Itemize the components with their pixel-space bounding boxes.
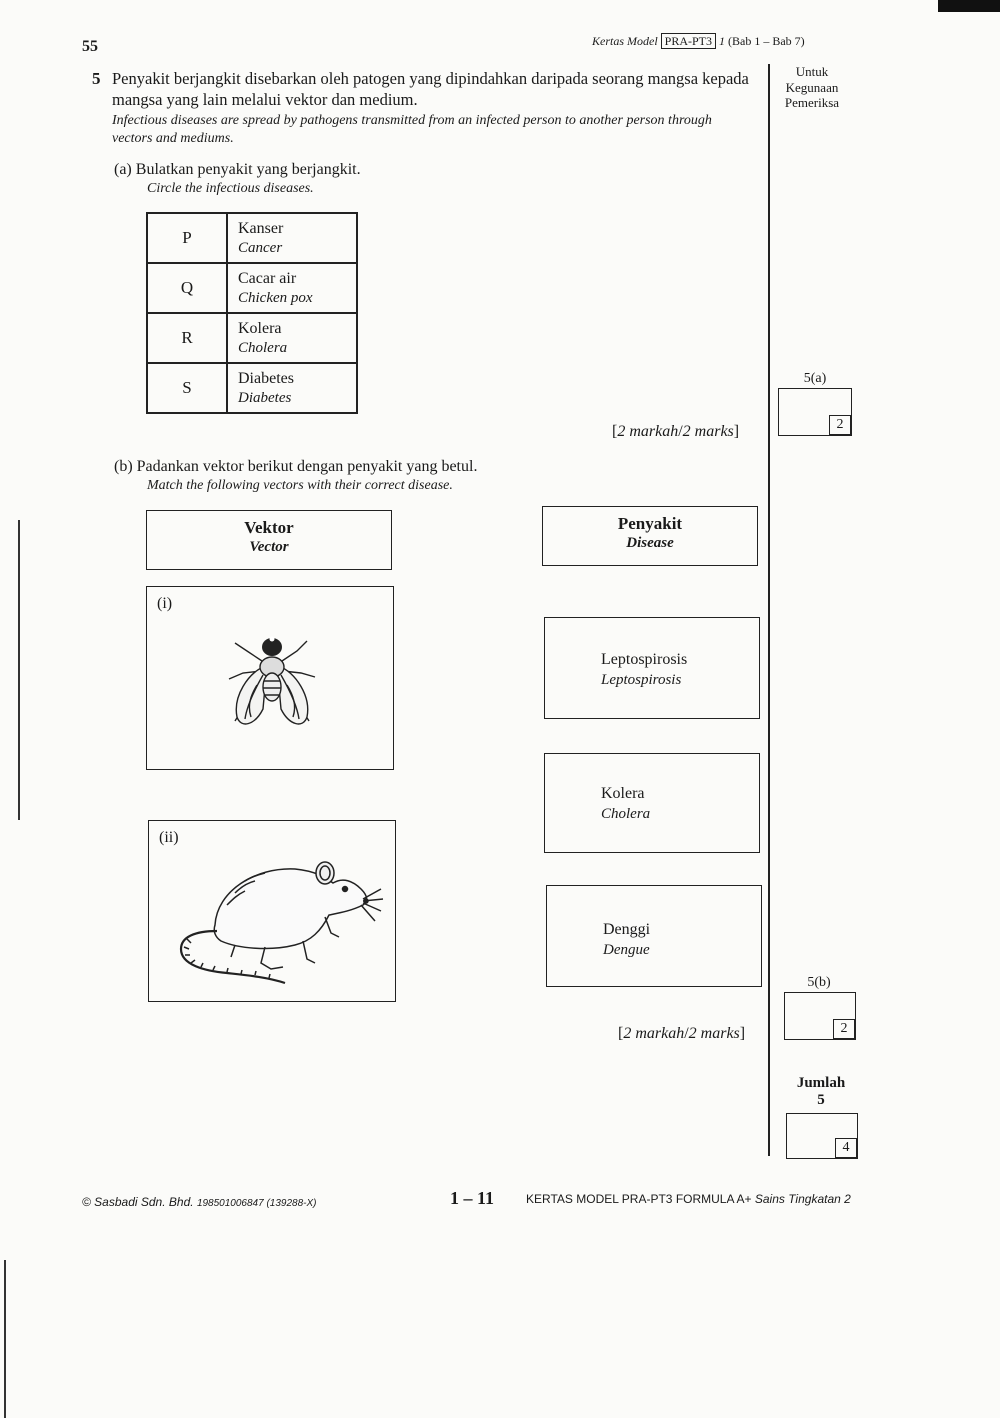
vector-box-rat[interactable] [148, 820, 396, 1002]
option-disease: Cacar air Chicken pox [227, 263, 357, 313]
question-number: 5 [92, 69, 101, 88]
disease-box-cholera[interactable]: Kolera Cholera [544, 753, 760, 853]
rat-icon [175, 841, 385, 991]
question-stem [112, 68, 752, 148]
vector-label: (i) [157, 595, 173, 612]
running-header: Kertas Model PRA-PT3 1 (Bab 1 – Bab 7) [592, 34, 805, 48]
part-b-max-score: 2 [833, 1019, 855, 1039]
paper-code-box: PRA-PT3 [661, 33, 716, 49]
disease-header-box: Penyakit Disease [542, 506, 758, 566]
scan-margin-line [4, 1260, 6, 1418]
option-row[interactable] [147, 363, 357, 413]
part-b-marks: [2 markah/2 marks] [618, 1025, 746, 1042]
option-letter: S [147, 363, 227, 413]
disease-box-leptospirosis[interactable]: Leptospirosis Leptospirosis [544, 617, 760, 719]
option-disease: Diabetes Diabetes [227, 363, 357, 413]
option-row[interactable] [147, 313, 357, 363]
option-letter: P [147, 213, 227, 263]
scan-edge-mark [938, 0, 1000, 12]
part-a-marks: [2 markah/2 marks] [612, 423, 740, 440]
footer-page-ref: 1 – 11 [450, 1188, 495, 1208]
footer-publisher: © Sasbadi Sdn. Bhd. 198501006847 (139288-X) [82, 1195, 317, 1209]
option-disease: Kolera Cholera [227, 313, 357, 363]
part-a-instruction: (a) Bulatkan penyakit yang berjangkit. Circle the infectious diseases. [114, 161, 361, 196]
scan-margin-line [18, 520, 20, 820]
option-disease: Kanser Cancer [227, 213, 357, 263]
total-max-score: 4 [835, 1138, 857, 1158]
part-b-score-label: 5(b) [807, 975, 831, 990]
housefly-icon [207, 625, 337, 737]
question-text-ms: Penyakit berjangkit disebarkan oleh patogen yang dipindahkan daripada seorang mangsa kepada mangsa yang lain melalui vektor dan medium. [112, 69, 749, 110]
part-a-score-label: 5(a) [803, 371, 827, 386]
vector-header-box: Vektor Vector [146, 510, 392, 570]
option-row[interactable] [147, 263, 357, 313]
part-a-score-box [778, 388, 852, 436]
option-letter: R [147, 313, 227, 363]
disease-box-dengue[interactable]: Denggi Dengue [546, 885, 762, 987]
total-score-box [786, 1113, 858, 1159]
question-text-en: Infectious diseases are spread by pathogens transmitted from an infected person to another person through vectors and mediums. [112, 112, 712, 147]
vector-label: (ii) [159, 829, 179, 846]
part-a-max-score: 2 [829, 415, 851, 435]
vector-box-housefly[interactable] [146, 586, 394, 770]
footer-series: KERTAS MODEL PRA-PT3 FORMULA A+ Sains Tingkatan 2 [526, 1192, 851, 1206]
examiner-use-label: Untuk Kegunaan Pemeriksa [784, 64, 840, 111]
examiner-margin-line [768, 64, 770, 1156]
part-b-score-box [784, 992, 856, 1040]
part-a-options-table [146, 212, 358, 414]
total-label: Jumlah 5 [796, 1075, 846, 1108]
part-b-instruction: (b) Padankan vektor berikut dengan penyakit yang betul. Match the following vectors with their correct disease. [114, 458, 478, 493]
option-letter: Q [147, 263, 227, 313]
option-row[interactable] [147, 213, 357, 263]
page-number: 55 [82, 38, 98, 55]
